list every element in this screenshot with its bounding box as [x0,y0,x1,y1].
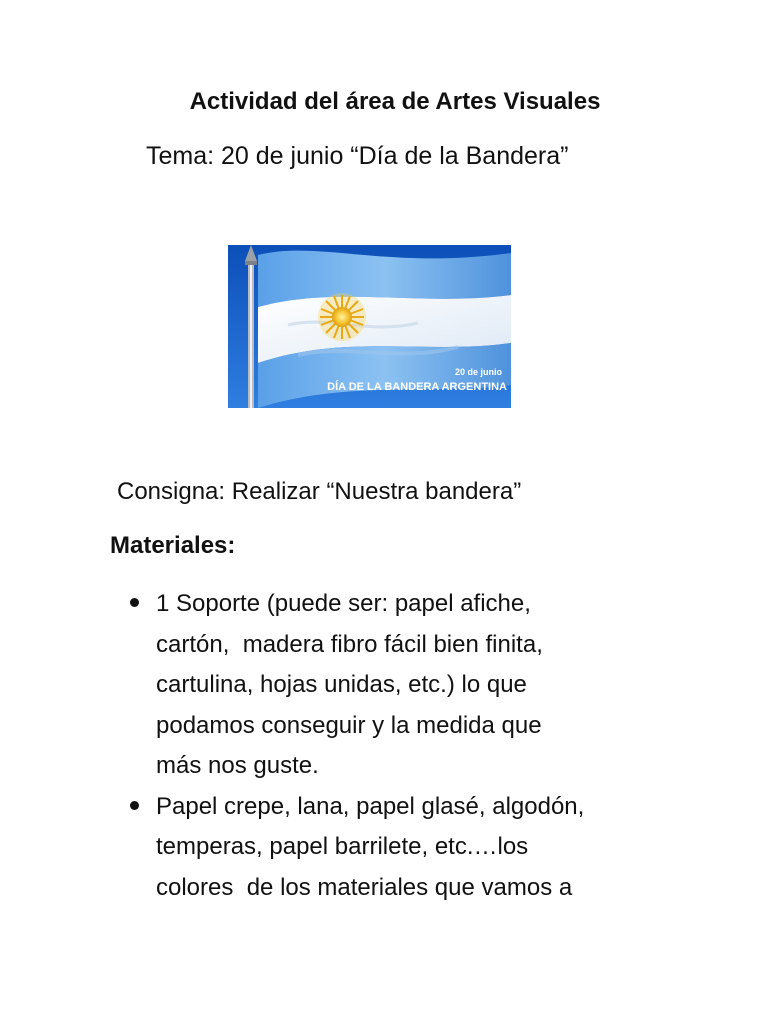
list-item-line: cartón, madera fibro fácil bien finita, [156,630,543,658]
bullet-icon [130,801,139,810]
list-item-line: 1 Soporte (puede ser: papel afiche, [156,590,531,617]
flag-caption-date: 20 de junio [454,367,502,377]
list-item-line: Papel crepe, lana, papel glasé, algodón, [156,792,585,820]
list-item-line: podamos conseguir y la medida que [156,711,542,739]
document-subtitle: Tema: 20 de junio “Día de la Bandera” [146,142,569,170]
argentina-flag-image [228,245,511,408]
list-item-line: colores de los materiales que vamos a [156,873,573,901]
list-item-line: más nos guste. [156,752,319,779]
materiales-heading: Materiales: [110,532,236,559]
materials-list [128,584,668,908]
document-title: Actividad del área de Artes Visuales [189,88,601,115]
flag-caption-main: DÍA DE LA BANDERA ARGENTINA [327,381,507,393]
sun-of-may-icon [318,293,366,341]
list-item-line: temperas, papel barrilete, etc.…los [156,833,529,860]
consigna-text: Consigna: Realizar “Nuestra bandera” [117,478,522,505]
list-item [128,787,668,909]
bullet-icon [130,598,139,607]
list-item-line: cartulina, hojas unidas, etc.) lo que [156,671,527,698]
list-item [128,584,668,787]
